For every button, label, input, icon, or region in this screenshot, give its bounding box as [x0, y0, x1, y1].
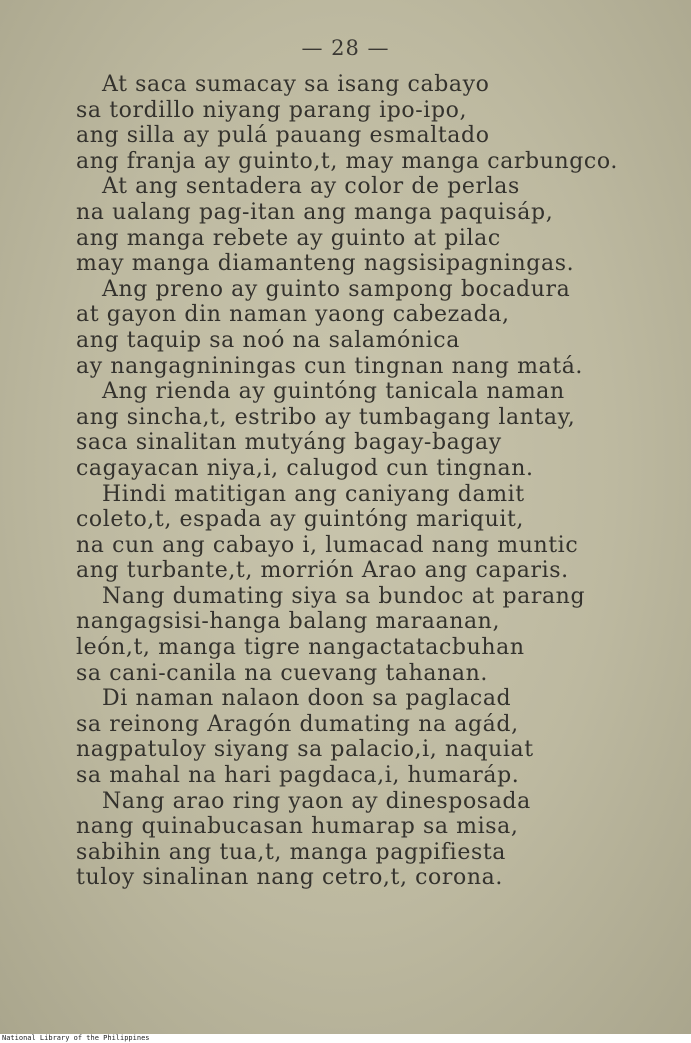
poem-text	[76, 72, 676, 891]
stanza	[76, 174, 676, 276]
page-number: — 28 —	[301, 36, 390, 60]
verse-line: sabihin ang tua,t, manga pagpifiesta	[76, 839, 506, 865]
verse-line: ang franja ay guinto,t, may manga carbungco.	[76, 148, 618, 174]
verse-line: león,t, manga tigre nangactatacbuhan	[76, 635, 525, 661]
stanza	[76, 72, 676, 174]
verse-line: na ualang pag-itan ang manga paquisáp,	[76, 199, 554, 225]
stanza	[76, 584, 676, 686]
verse-line: saca sinalitan mutyáng bagay-bagay	[76, 430, 502, 456]
verse-line: sa tordillo niyang parang ipo-ipo,	[76, 97, 468, 123]
verse-line: tuloy sinalinan nang cetro,t, corona.	[76, 865, 503, 891]
verse-line: ang silla ay pulá pauang esmaltado	[76, 123, 490, 149]
verse-line: ang manga rebete ay guinto at pilac	[76, 225, 501, 251]
verse-line: nagpatuloy siyang sa palacio,i, naquiat	[76, 737, 534, 763]
verse-line: nang quinabucasan humarap sa misa,	[76, 814, 519, 840]
verse-line: at gayon din naman yaong cabezada,	[76, 302, 510, 328]
verse-line: ang taquip sa noó na salamónica	[76, 327, 460, 353]
verse-line: Di naman nalaon doon sa paglacad	[102, 686, 512, 712]
verse-line: sa mahal na hari pagdaca,i, humaráp.	[76, 763, 520, 789]
verse-line: At ang sentadera ay color de perlas	[102, 174, 520, 200]
stanza	[76, 379, 676, 481]
stanza	[76, 482, 676, 584]
library-credit: National Library of the Philippines	[2, 1034, 150, 1042]
verse-line: Nang arao ring yaon ay dinesposada	[102, 788, 531, 814]
verse-line: ang sincha,t, estribo ay tumbagang lantay,	[76, 404, 576, 430]
verse-line: sa cani-canila na cuevang tahanan.	[76, 660, 488, 686]
verse-line: coleto,t, espada ay guintóng mariquit,	[76, 507, 525, 533]
verse-line: Ang preno ay guinto sampong bocadura	[102, 276, 571, 302]
verse-line: na cun ang cabayo i, lumacad nang muntic	[76, 532, 579, 558]
footer-bar	[0, 1034, 691, 1043]
verse-line: may manga diamanteng nagsisipagningas.	[76, 251, 575, 277]
verse-line: ang turbante,t, morrión Arao ang caparis.	[76, 558, 569, 584]
stanza	[76, 686, 676, 788]
stanza	[76, 277, 676, 379]
verse-line: At saca sumacay sa isang cabayo	[102, 72, 490, 97]
verse-line: ay nangagniningas cun tingnan nang matá.	[76, 353, 584, 379]
verse-line: Nang dumating siya sa bundoc at parang	[102, 583, 586, 609]
verse-line: cagayacan niya,i, calugod cun tingnan.	[76, 455, 534, 481]
verse-line: nangagsisi-hanga balang maraanan,	[76, 609, 501, 635]
verse-line: Ang rienda ay guintóng tanicala naman	[102, 379, 565, 405]
stanza	[76, 789, 676, 891]
verse-line: sa reinong Aragón dumating na agád,	[76, 711, 519, 737]
verse-line: Hindi matitigan ang caniyang damit	[102, 481, 525, 507]
